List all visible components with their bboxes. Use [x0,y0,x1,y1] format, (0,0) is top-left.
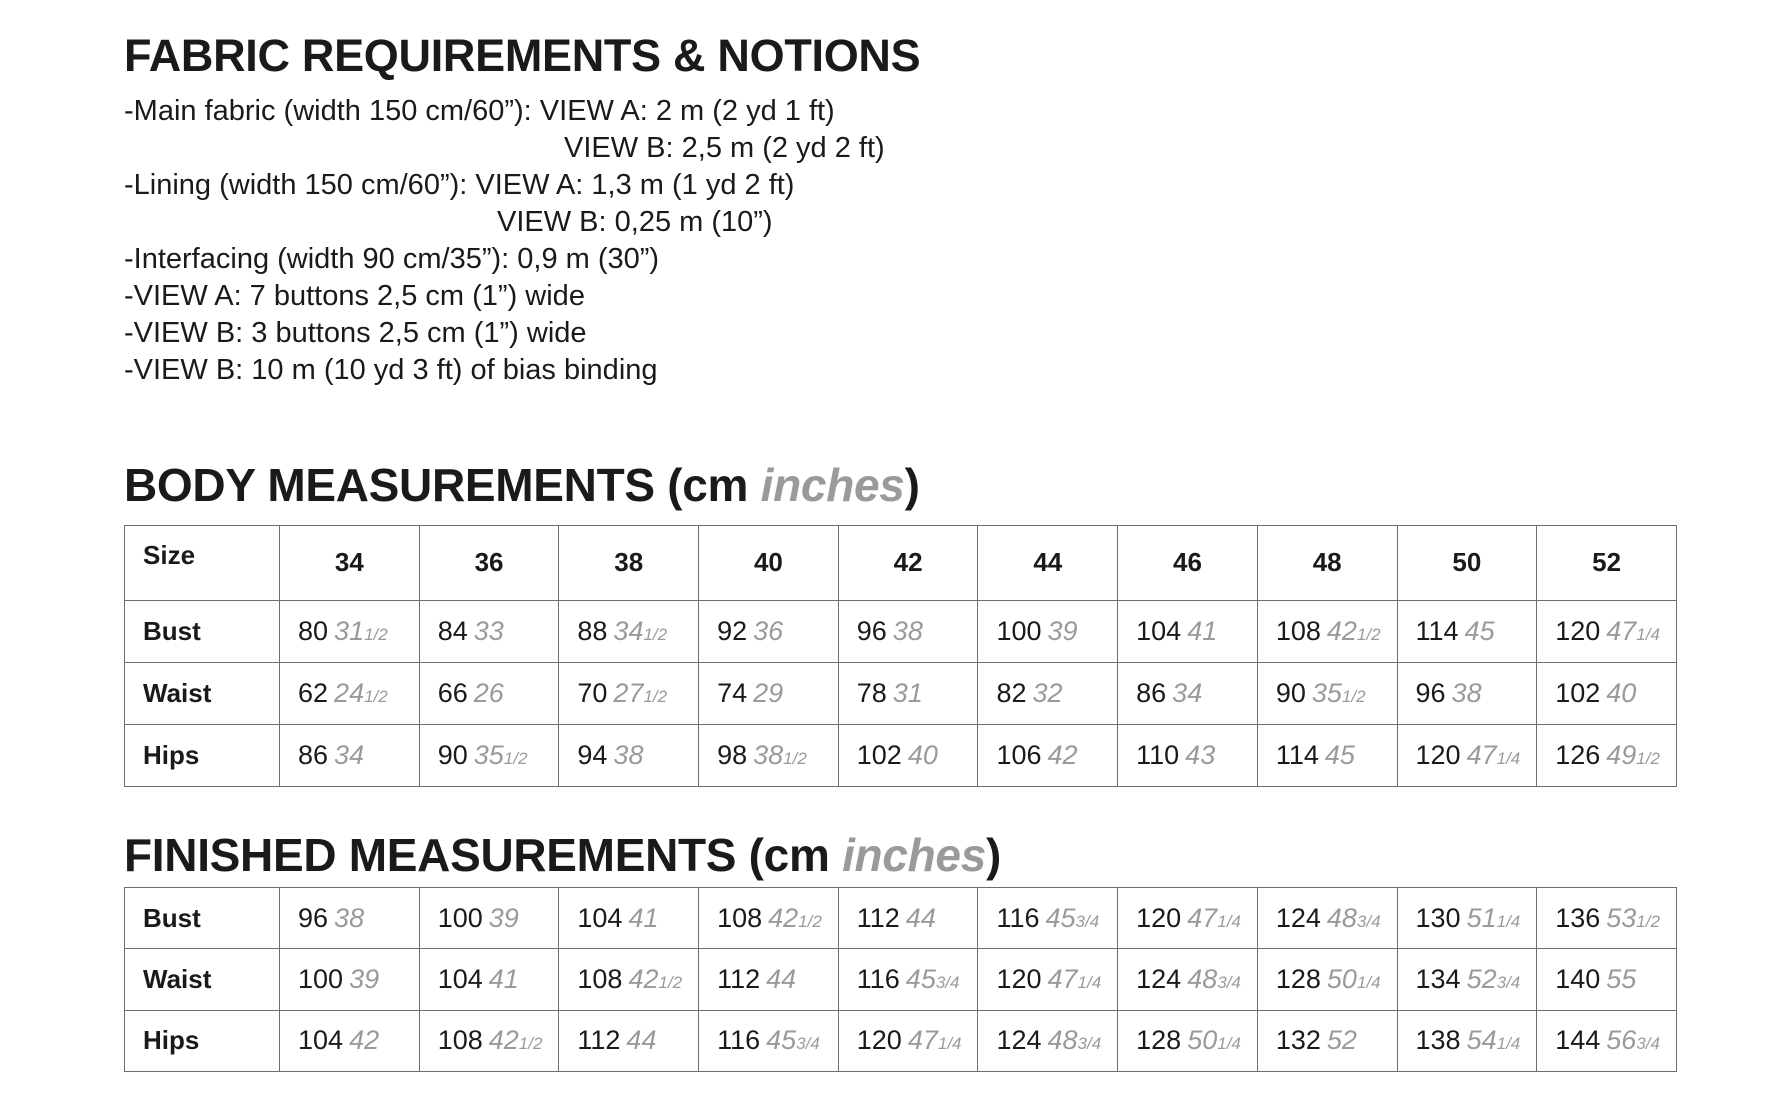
measurement-cell [1397,662,1537,724]
measurement-cell [699,949,839,1010]
cm-value: 134 [1415,963,1461,994]
cm-value: 124 [996,1025,1042,1056]
inch-value: 55 [1606,963,1637,994]
measurement-cell [838,600,978,662]
measurement-cell [1118,888,1258,949]
cm-value: 140 [1555,963,1601,994]
fabric-line-view-a-buttons: -VIEW A: 7 buttons 2,5 cm (1”) wide [124,280,585,312]
inch-fraction: 1/4 [1217,1034,1241,1054]
inch-fraction: 1/2 [798,911,822,931]
size-heading: 36 [419,526,559,601]
inch-value: 42 [1326,615,1357,646]
cm-value: 128 [1136,1025,1182,1056]
fabric-line-main-view-b: VIEW B: 2,5 m (2 yd 2 ft) [564,132,885,164]
inch-value: 36 [753,615,784,646]
inch-fraction: 3/4 [1077,1034,1102,1054]
inch-value: 48 [1047,1025,1078,1056]
measurement-cell [978,600,1118,662]
inch-fraction: 1/4 [1356,972,1381,992]
measurement-cell [280,600,420,662]
measurement-cell [978,662,1118,724]
cm-value: 108 [577,963,623,994]
measurement-cell [1537,1010,1677,1071]
inch-fraction: 1/2 [643,686,668,706]
measurement-cell [699,888,839,949]
inch-value: 39 [349,963,380,994]
row-label: Hips [125,724,280,786]
measurement-cell [699,600,839,662]
inch-value: 52 [1466,963,1497,994]
measurement-cell [419,724,559,786]
table-row [125,949,1677,1010]
inch-value: 47 [1047,963,1078,994]
cm-value: 120 [856,1025,902,1056]
inch-value: 42 [1047,739,1078,770]
inch-value: 31 [892,677,923,708]
inch-value: 38 [334,902,365,933]
measurement-cell [1118,600,1258,662]
inch-value: 38 [753,739,784,770]
inch-value: 44 [626,1025,657,1056]
inch-fraction: 1/4 [1077,972,1102,992]
inch-fraction: 1/2 [1636,748,1660,768]
inch-fraction: 1/2 [783,748,807,768]
measurement-cell [419,1010,559,1071]
size-heading: 50 [1397,526,1537,601]
inch-value: 38 [1451,677,1482,708]
inch-value: 43 [1185,739,1216,770]
inch-value: 34 [1172,677,1203,708]
inch-value: 35 [1311,677,1342,708]
measurement-cell [1118,1010,1258,1071]
cm-value: 108 [437,1025,483,1056]
size-heading: 34 [280,526,420,601]
inch-value: 42 [349,1025,380,1056]
inch-value: 32 [1032,677,1063,708]
table-row [125,600,1677,662]
inch-value: 38 [892,615,923,646]
inch-value: 48 [1326,902,1357,933]
inch-value: 34 [613,615,644,646]
measurement-cell [699,724,839,786]
cm-value: 106 [996,739,1042,770]
table-row [125,1010,1677,1071]
cm-value: 80 [298,615,329,646]
measurement-cell [419,662,559,724]
measurement-cell [280,949,420,1010]
inch-value: 44 [905,902,936,933]
cm-value: 138 [1415,1025,1461,1056]
inch-value: 34 [334,739,365,770]
inch-value: 42 [768,902,799,933]
fabric-line-bias-binding: -VIEW B: 10 m (10 yd 3 ft) of bias binding [124,354,658,386]
finished-heading-main: FINISHED MEASUREMENTS (cm [124,829,843,881]
measurement-cell [838,662,978,724]
inch-value: 47 [907,1025,938,1056]
cm-value: 136 [1555,902,1601,933]
finished-heading-close: ) [986,829,1002,881]
inch-fraction: 1/2 [364,624,388,644]
inch-value: 39 [488,902,519,933]
inch-value: 45 [1045,902,1076,933]
cm-value: 114 [1415,615,1459,646]
measurement-cell [1257,888,1397,949]
inch-value: 44 [766,963,797,994]
inch-value: 42 [628,963,659,994]
measurement-cell [1537,662,1677,724]
cm-value: 112 [717,963,761,994]
size-heading: 52 [1537,526,1677,601]
inch-value: 56 [1606,1025,1637,1056]
inch-value: 29 [753,677,784,708]
cm-value: 96 [856,615,887,646]
inch-value: 42 [488,1025,519,1056]
inch-value: 26 [473,677,504,708]
measurement-cell [559,1010,699,1071]
table-row [125,662,1677,724]
measurement-cell [559,662,699,724]
measurement-cell [1397,1010,1537,1071]
inch-fraction: 3/4 [1496,972,1521,992]
cm-value: 92 [717,615,748,646]
cm-value: 86 [298,739,329,770]
cm-value: 116 [996,902,1040,933]
inch-fraction: 3/4 [1075,911,1100,931]
measurement-cell [1397,724,1537,786]
measurement-cell [559,600,699,662]
measurement-cell [838,1010,978,1071]
measurement-cell [1118,662,1258,724]
size-label: Size [125,526,280,601]
inch-value: 38 [613,739,644,770]
measurement-cell [280,888,420,949]
size-heading: 46 [1118,526,1258,601]
measurement-cell [838,888,978,949]
cm-value: 120 [996,963,1042,994]
table-row [125,724,1677,786]
inch-value: 24 [334,677,365,708]
body-measurements-heading [124,458,920,512]
size-heading: 40 [699,526,839,601]
inch-fraction: 3/4 [1636,1034,1660,1054]
inch-fraction: 1/2 [1636,911,1660,931]
measurement-cell [699,1010,839,1071]
row-label: Waist [125,662,280,724]
inch-value: 45 [1324,739,1355,770]
measurement-cell [1537,888,1677,949]
inch-value: 48 [1187,963,1218,994]
cm-value: 104 [437,963,483,994]
size-heading: 38 [559,526,699,601]
measurement-cell [978,1010,1118,1071]
cm-value: 100 [298,963,344,994]
inch-fraction: 3/4 [796,1034,820,1054]
inch-fraction: 1/2 [643,624,668,644]
measurement-cell [838,949,978,1010]
inch-value: 50 [1326,963,1357,994]
cm-value: 112 [856,902,900,933]
cm-value: 90 [437,739,468,770]
cm-value: 86 [1136,677,1167,708]
inch-fraction: 1/4 [1496,911,1521,931]
body-heading-main: BODY MEASUREMENTS (cm [124,459,761,511]
measurement-cell [978,888,1118,949]
inch-value: 47 [1187,902,1218,933]
measurement-cell [559,888,699,949]
inch-value: 27 [613,677,644,708]
cm-value: 108 [1275,615,1321,646]
cm-value: 100 [437,902,483,933]
inch-fraction: 1/4 [1636,624,1660,644]
inch-fraction: 1/4 [1496,1034,1521,1054]
measurement-cell [559,949,699,1010]
inch-value: 45 [1464,615,1495,646]
cm-value: 108 [717,902,763,933]
measurement-cell [1537,600,1677,662]
fabric-line-lining: -Lining (width 150 cm/60”): VIEW A: 1,3 m (1 yd 2 ft) [124,169,795,201]
cm-value: 96 [1415,677,1446,708]
cm-value: 82 [996,677,1027,708]
finished-measurements-table [124,887,1677,1072]
inch-value: 50 [1187,1025,1218,1056]
inch-fraction: 1/4 [937,1034,962,1054]
inch-fraction: 3/4 [935,972,960,992]
cm-value: 110 [1136,739,1180,770]
measurement-cell [280,1010,420,1071]
cm-value: 104 [298,1025,344,1056]
inch-fraction: 1/2 [364,686,388,706]
row-label: Bust [125,888,280,949]
inch-fraction: 1/2 [658,972,683,992]
inch-value: 51 [1466,902,1497,933]
cm-value: 98 [717,739,748,770]
inch-value: 52 [1326,1025,1357,1056]
measurement-cell [280,724,420,786]
measurement-cell [1397,949,1537,1010]
inch-fraction: 1/2 [503,748,528,768]
inch-value: 41 [1187,615,1218,646]
measurement-cell [419,949,559,1010]
inch-fraction: 1/4 [1496,748,1521,768]
measurement-cell [1257,1010,1397,1071]
measurement-cell [978,724,1118,786]
inch-fraction: 3/4 [1217,972,1241,992]
inch-value: 40 [907,739,938,770]
cm-value: 62 [298,677,329,708]
inch-value: 33 [473,615,504,646]
inch-value: 39 [1047,615,1078,646]
measurement-cell [1118,949,1258,1010]
measurement-cell [838,724,978,786]
fabric-requirements-heading: FABRIC REQUIREMENTS & NOTIONS [124,30,921,81]
cm-value: 130 [1415,902,1461,933]
inch-fraction: 1/4 [1217,911,1241,931]
table-row [125,888,1677,949]
body-heading-close: ) [904,459,920,511]
measurement-cell [280,662,420,724]
measurement-cell [1257,662,1397,724]
fabric-line-view-b-buttons: -VIEW B: 3 buttons 2,5 cm (1”) wide [124,317,587,349]
inch-value: 54 [1466,1025,1497,1056]
cm-value: 94 [577,739,608,770]
row-label: Bust [125,600,280,662]
inch-value: 41 [628,902,659,933]
measurement-cell [978,949,1118,1010]
cm-value: 128 [1275,963,1321,994]
size-header-row [125,526,1677,601]
cm-value: 132 [1275,1025,1321,1056]
inch-value: 45 [766,1025,797,1056]
cm-value: 66 [437,677,468,708]
cm-value: 100 [996,615,1042,646]
cm-value: 120 [1136,902,1182,933]
cm-value: 96 [298,902,329,933]
cm-value: 104 [1136,615,1182,646]
fabric-line-lining-view-b: VIEW B: 0,25 m (10”) [497,206,773,238]
cm-value: 114 [1275,739,1319,770]
measurement-cell [1397,600,1537,662]
cm-value: 116 [717,1025,761,1056]
inch-fraction: 1/2 [518,1034,543,1054]
cm-value: 90 [1275,677,1306,708]
inch-value: 53 [1606,902,1637,933]
cm-value: 74 [717,677,748,708]
measurement-cell [1118,724,1258,786]
measurement-cell [1257,600,1397,662]
inch-value: 47 [1466,739,1497,770]
cm-value: 104 [577,902,623,933]
body-measurements-table [124,525,1677,787]
inch-value: 31 [334,615,365,646]
cm-value: 88 [577,615,608,646]
measurement-cell [1257,724,1397,786]
cm-value: 102 [856,739,902,770]
inch-value: 45 [905,963,936,994]
fabric-line-interfacing: -Interfacing (width 90 cm/35”): 0,9 m (30”) [124,243,660,275]
row-label: Waist [125,949,280,1010]
measurement-cell [559,724,699,786]
measurement-cell [419,600,559,662]
cm-value: 112 [577,1025,621,1056]
cm-value: 124 [1275,902,1321,933]
cm-value: 116 [856,963,900,994]
inch-value: 41 [488,963,519,994]
row-label: Hips [125,1010,280,1071]
body-heading-inches: inches [760,459,905,511]
cm-value: 120 [1555,615,1601,646]
measurement-cell [1257,949,1397,1010]
finished-measurements-heading [124,828,1001,882]
size-heading: 42 [838,526,978,601]
measurement-cell [1537,949,1677,1010]
measurement-cell [1537,724,1677,786]
finished-heading-inches: inches [842,829,986,881]
inch-value: 47 [1606,615,1637,646]
fabric-line-main: -Main fabric (width 150 cm/60”): VIEW A: 2 m (2 yd 1 ft) [124,95,835,127]
cm-value: 78 [856,677,887,708]
inch-value: 49 [1606,739,1637,770]
inch-fraction: 1/2 [1356,624,1381,644]
cm-value: 70 [577,677,608,708]
cm-value: 120 [1415,739,1461,770]
size-heading: 44 [978,526,1118,601]
cm-value: 126 [1555,739,1601,770]
measurement-cell [419,888,559,949]
cm-value: 144 [1555,1025,1601,1056]
measurement-cell [1397,888,1537,949]
inch-value: 40 [1606,677,1637,708]
inch-value: 35 [473,739,504,770]
measurement-cell [699,662,839,724]
cm-value: 124 [1136,963,1182,994]
inch-fraction: 1/2 [1341,686,1366,706]
cm-value: 102 [1555,677,1601,708]
size-heading: 48 [1257,526,1397,601]
cm-value: 84 [437,615,468,646]
inch-fraction: 3/4 [1356,911,1381,931]
